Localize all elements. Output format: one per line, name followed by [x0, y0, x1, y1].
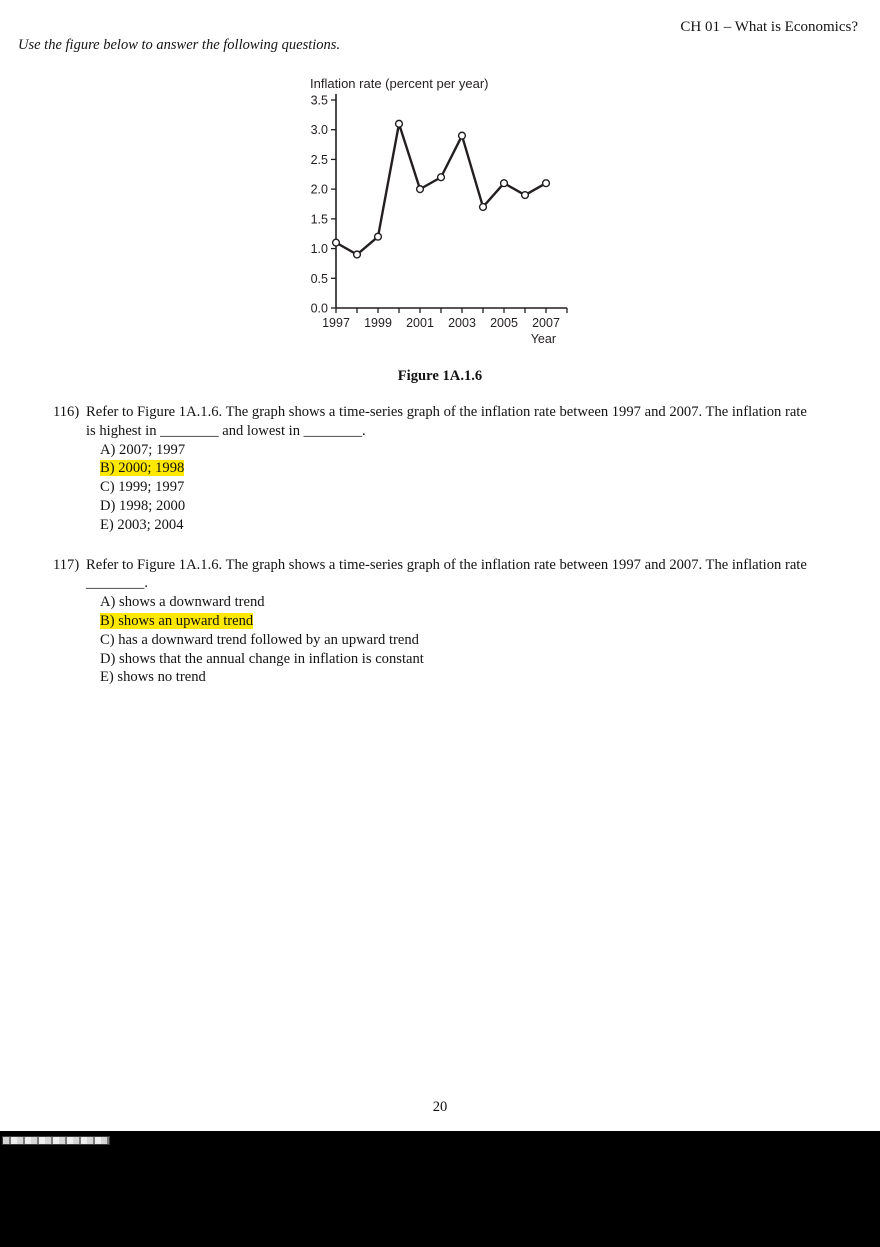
- svg-text:2007: 2007: [532, 316, 560, 330]
- chart-title: Inflation rate (percent per year): [310, 76, 489, 91]
- inflation-series-line: [336, 124, 546, 255]
- data-point-marker: [459, 132, 466, 139]
- option-text: D) 1998; 2000: [100, 497, 186, 514]
- question-116: [53, 403, 858, 535]
- svg-text:3.5: 3.5: [310, 93, 328, 108]
- svg-text:1997: 1997: [322, 316, 350, 330]
- options-list: [100, 593, 858, 687]
- question-number: 117): [53, 556, 80, 573]
- inflation-figure: [298, 72, 598, 362]
- svg-text:0.5: 0.5: [310, 271, 328, 286]
- data-point-marker: [375, 233, 382, 240]
- footer-black-bar: [0, 1131, 880, 1247]
- data-point-marker: [417, 186, 424, 193]
- questions-section: [53, 403, 858, 708]
- highlighted-answer: B) shows an upward trend: [100, 612, 254, 629]
- question-117: [53, 556, 858, 688]
- answer-option: [100, 516, 858, 535]
- answer-option: [100, 459, 858, 478]
- svg-text:1999: 1999: [364, 316, 392, 330]
- x-axis-label: Year: [530, 332, 556, 346]
- inflation-chart: [298, 72, 598, 362]
- data-point-marker: [438, 174, 445, 181]
- page-number: 20: [432, 1099, 448, 1115]
- option-text: A) 2007; 1997: [100, 441, 186, 458]
- svg-text:0.0: 0.0: [310, 301, 328, 316]
- footer-strip: [2, 1136, 110, 1145]
- chapter-header: CH 01 – What is Economics?: [680, 19, 858, 35]
- svg-text:2001: 2001: [406, 316, 434, 330]
- option-text: C) has a downward trend followed by an upward trend: [100, 631, 419, 648]
- answer-option: [100, 593, 858, 612]
- answer-option: [100, 650, 858, 669]
- svg-text:2.0: 2.0: [310, 182, 328, 197]
- option-text: D) shows that the annual change in inflation is constant: [100, 650, 424, 667]
- svg-text:2.5: 2.5: [310, 152, 328, 167]
- svg-text:2005: 2005: [490, 316, 518, 330]
- data-point-marker: [333, 239, 340, 246]
- highlighted-answer: B) 2000; 1998: [100, 460, 185, 477]
- svg-text:1.5: 1.5: [310, 212, 328, 227]
- answer-option: [100, 631, 858, 650]
- question-text-line1: Refer to Figure 1A.1.6. The graph shows a time-series graph of the inflation rate between 1997 and 2007. The inflation rate: [86, 404, 807, 420]
- answer-option: [100, 497, 858, 516]
- answer-option: [100, 668, 858, 687]
- answer-option: [100, 612, 858, 631]
- svg-text:2003: 2003: [448, 316, 476, 330]
- option-text: E) shows no trend: [100, 669, 206, 686]
- question-text-line2: is highest in ________ and lowest in ________.: [86, 422, 366, 439]
- data-point-marker: [354, 251, 361, 258]
- question-text-line1: Refer to Figure 1A.1.6. The graph shows a time-series graph of the inflation rate between 1997 and 2007. The inflation rate: [86, 556, 807, 573]
- options-list: [100, 441, 858, 535]
- data-point-marker: [543, 180, 550, 187]
- data-point-marker: [396, 120, 403, 127]
- data-point-marker: [480, 204, 487, 211]
- answer-option: [100, 441, 858, 460]
- instruction-text: Use the figure below to answer the following questions.: [18, 37, 341, 53]
- data-point-marker: [501, 180, 508, 187]
- question-text-line2: ________.: [86, 575, 149, 592]
- data-point-marker: [522, 192, 529, 199]
- option-text: C) 1999; 1997: [100, 479, 185, 496]
- svg-text:1.0: 1.0: [310, 242, 328, 257]
- figure-caption: Figure 1A.1.6: [397, 368, 483, 384]
- answer-option: [100, 478, 858, 497]
- option-text: A) shows a downward trend: [100, 594, 265, 611]
- option-text: E) 2003; 2004: [100, 516, 184, 533]
- svg-text:3.0: 3.0: [310, 123, 328, 138]
- question-number: 116): [53, 404, 80, 420]
